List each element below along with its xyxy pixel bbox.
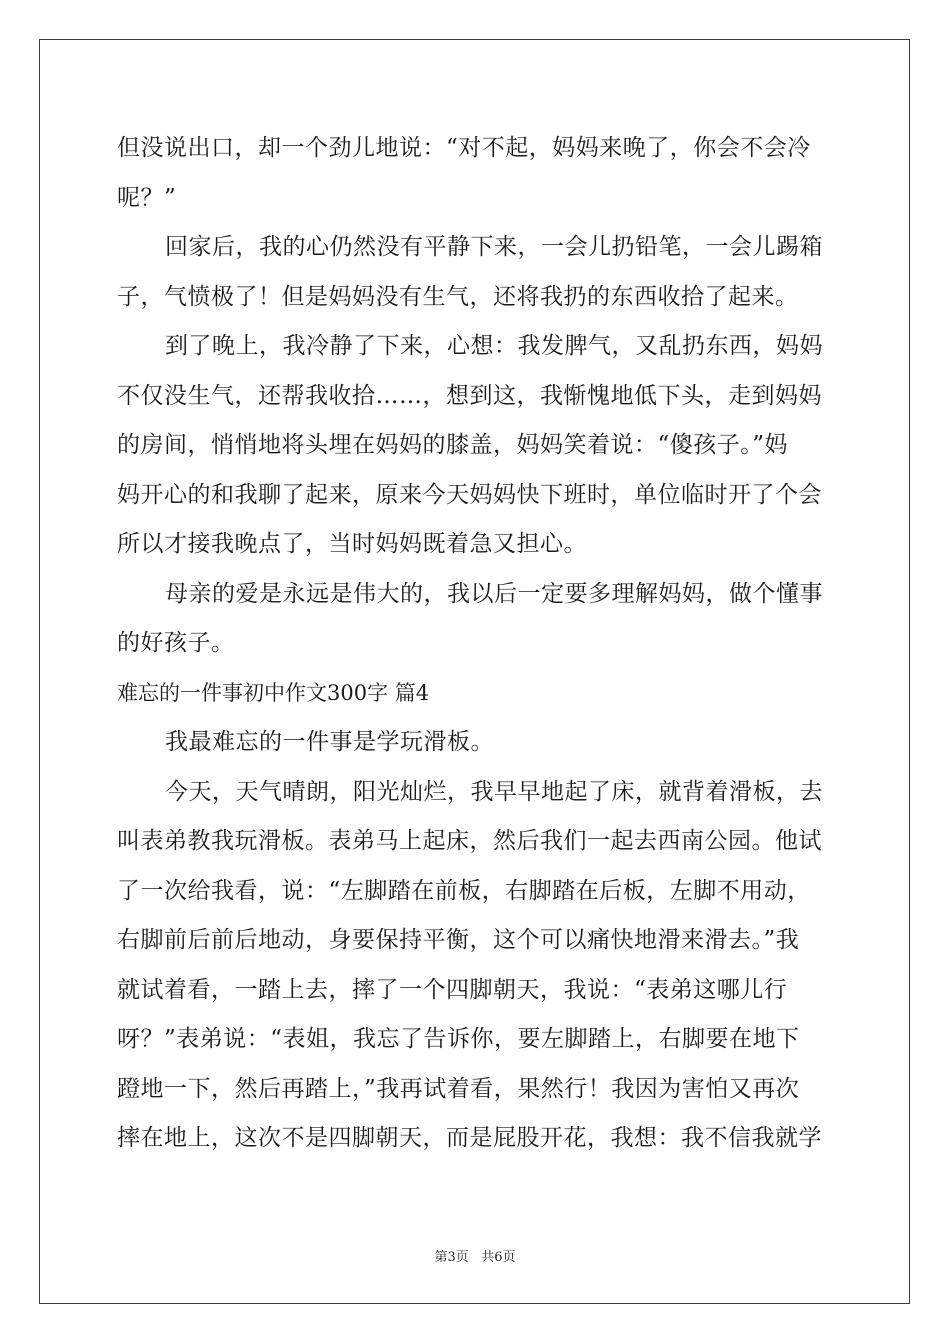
text-line: 子，气愤极了！但是妈妈没有生气，还将我扔的东西收拾了起来。 [117,283,799,310]
text-line: 叫表弟教我玩滑板。表弟马上起床，然后我们一起去西南公园。他试 [117,828,822,854]
total-pages: 共6页 [481,1250,516,1265]
text-line: 右脚前后前后地动，身要保持平衡，这个可以痛快地滑来滑去。”我 [117,927,800,953]
text-line: 摔在地上，这次不是四脚朝天，而是屁股开花，我想：我不信我就学 [117,1125,822,1151]
text-line: 就试着看，一踏上去，摔了一个四脚朝天，我说：“表弟这哪儿行 [117,976,788,1003]
document-body [117,124,835,1164]
text-line: 的好孩子。 [117,630,235,656]
page-number: 第3页 [434,1250,469,1265]
text-line: 蹬地一下，然后再踏上，”我再试着看，果然行！我因为害怕又再次 [117,1075,800,1102]
text-line: 的房间，悄悄地将头埋在妈妈的膝盖，妈妈笑着说：“傻孩子。”妈 [117,432,789,458]
text-line: 呢？” [117,184,177,211]
text-line: 到了晚上，我冷静了下来，心想：我发脾气，又乱扔东西，妈妈 [165,333,823,359]
text-line: 不仅没生气，还帮我收拾……，想到这，我惭愧地低下头，走到妈妈 [117,382,822,409]
section-heading: 难忘的一件事初中作文300字 篇4 [117,680,430,705]
text-line: 了一次给我看，说：“左脚踏在前板，右脚踏在后板，左脚不用动， [117,877,811,904]
page-footer [0,1246,950,1265]
text-line: 所以才接我晚点了，当时妈妈既着急又担心。 [117,531,587,557]
text-line: 妈开心的和我聊了起来，原来今天妈妈快下班时，单位临时开了个会 [117,481,822,508]
text-line: 回家后，我的心仍然没有平静下来，一会儿扔铅笔，一会儿踢箱 [165,234,823,260]
text-line: 今天，天气晴朗，阳光灿烂，我早早地起了床，就背着滑板，去 [165,778,823,805]
text-line: 母亲的爱是永远是伟大的，我以后一定要多理解妈妈，做个懂事 [165,580,823,607]
text-line: 呀？”表弟说：“表姐，我忘了告诉你，要左脚踏上，右脚要在地下 [117,1026,800,1052]
text-line: 但没说出口，却一个劲儿地说：“对不起，妈妈来晚了，你会不会冷 [117,135,811,161]
text-line: 我最难忘的一件事是学玩滑板。 [165,729,494,755]
